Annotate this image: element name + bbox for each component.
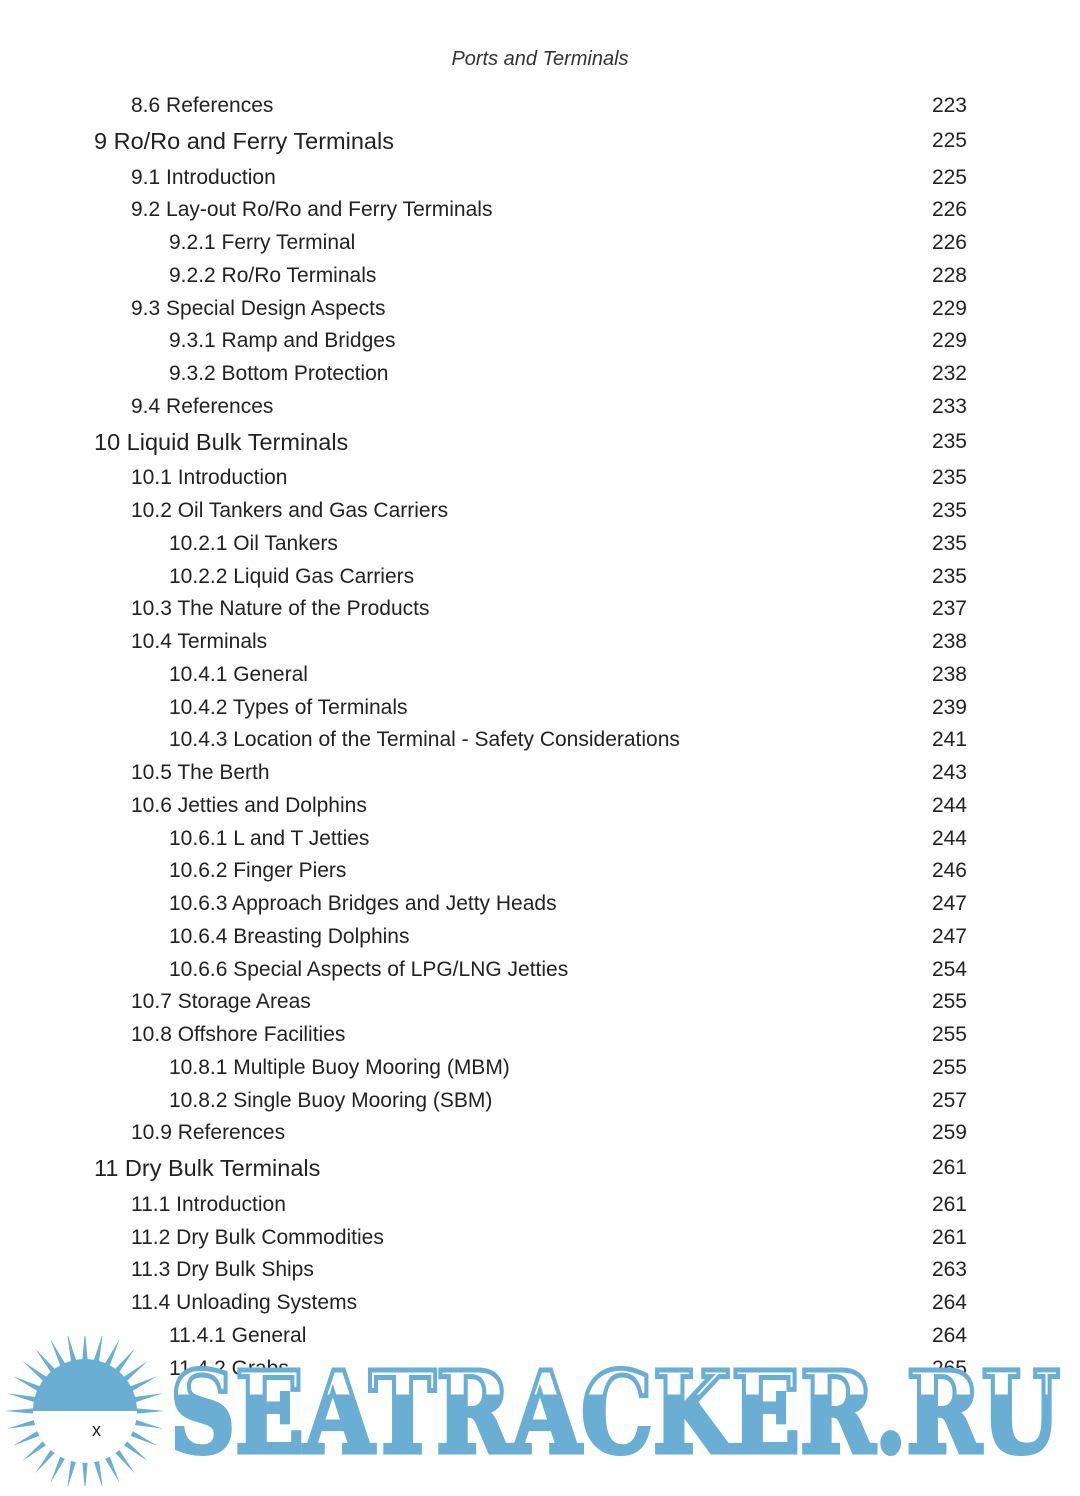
watermark-logo bbox=[170, 1352, 1070, 1472]
toc-entry-title[interactable]: 10.5 The Berth bbox=[131, 761, 270, 784]
toc-page-number[interactable]: 238 bbox=[931, 630, 967, 653]
toc-entry-title[interactable]: 10.6 Jetties and Dolphins bbox=[131, 794, 367, 817]
toc-entry-title[interactable]: 10.6.3 Approach Bridges and Jetty Heads bbox=[169, 892, 557, 915]
toc-page-number[interactable]: 228 bbox=[931, 264, 967, 287]
toc-entry-title[interactable]: 10.6.4 Breasting Dolphins bbox=[169, 925, 410, 948]
toc-entry-title[interactable]: 9.2.2 Ro/Ro Terminals bbox=[169, 264, 377, 287]
toc-entry-title[interactable]: 10.4.1 General bbox=[169, 663, 308, 686]
toc-entry-title[interactable]: 8.6 References bbox=[131, 94, 274, 117]
toc-page-number[interactable]: 243 bbox=[931, 761, 967, 784]
toc-entry-title[interactable]: 9.2 Lay-out Ro/Ro and Ferry Terminals bbox=[131, 198, 493, 221]
toc-page-number[interactable]: 261 bbox=[931, 1156, 967, 1179]
watermark-text: SEATRACKER.RU bbox=[170, 1352, 1060, 1472]
toc-page-number[interactable]: 226 bbox=[931, 231, 967, 254]
toc-page-number[interactable]: 254 bbox=[931, 958, 967, 981]
toc-page-number[interactable]: 261 bbox=[931, 1193, 967, 1216]
toc-entry-title[interactable]: 10.6.1 L and T Jetties bbox=[169, 827, 370, 850]
toc-entry-title[interactable]: 11.4 Unloading Systems bbox=[131, 1291, 358, 1314]
toc-page-number[interactable]: 235 bbox=[931, 532, 967, 555]
toc-entry-title[interactable]: 10.4.3 Location of the Terminal - Safety Considerations bbox=[169, 728, 680, 751]
toc-page-number[interactable]: 225 bbox=[931, 166, 967, 189]
toc-page-number[interactable]: 229 bbox=[931, 329, 967, 352]
toc-entry-title[interactable]: 11.3 Dry Bulk Ships bbox=[131, 1258, 314, 1281]
toc-page-number[interactable]: 259 bbox=[931, 1121, 967, 1144]
toc-entry-title[interactable]: 11.1 Introduction bbox=[131, 1193, 286, 1216]
toc-entry-title[interactable]: 10.2 Oil Tankers and Gas Carriers bbox=[131, 499, 449, 522]
toc-entry-title[interactable]: 10.2.2 Liquid Gas Carriers bbox=[169, 565, 415, 588]
toc-page-number[interactable]: 226 bbox=[931, 198, 967, 221]
toc-page-number[interactable]: 247 bbox=[931, 925, 967, 948]
running-header: Ports and Terminals bbox=[451, 48, 629, 70]
toc-page-number[interactable]: 265 bbox=[931, 1357, 967, 1380]
toc-entry-title[interactable]: 10.8.2 Single Buoy Mooring (SBM) bbox=[169, 1089, 493, 1112]
toc-page-number[interactable]: 235 bbox=[931, 499, 967, 522]
toc-page-number[interactable]: 233 bbox=[931, 395, 967, 418]
toc-entry-title[interactable]: 11.4.2 Grabs bbox=[169, 1357, 289, 1380]
toc-page-number[interactable]: 263 bbox=[931, 1258, 967, 1281]
toc-page-number[interactable]: 246 bbox=[931, 859, 967, 882]
sun-ray bbox=[5, 1408, 37, 1414]
toc-page-number[interactable]: 225 bbox=[931, 129, 967, 152]
toc-entry-title[interactable]: 10.4 Terminals bbox=[131, 630, 268, 653]
sun-ray bbox=[133, 1408, 165, 1414]
toc-page-number[interactable]: 235 bbox=[931, 466, 967, 489]
toc-entry-title[interactable]: 10.6.6 Special Aspects of LPG/LNG Jetties bbox=[169, 958, 569, 981]
toc-page-number[interactable]: 264 bbox=[931, 1291, 967, 1314]
toc-entry-title[interactable]: 9.3 Special Design Aspects bbox=[131, 297, 386, 320]
toc-entry-title[interactable]: 9.4 References bbox=[131, 395, 274, 418]
toc-entry-title[interactable]: 9.3.2 Bottom Protection bbox=[169, 362, 389, 385]
toc-entry-title[interactable]: 11.4.1 General bbox=[169, 1324, 307, 1347]
toc-entry-title[interactable]: 9.3.1 Ramp and Bridges bbox=[169, 329, 396, 352]
toc-page-number[interactable]: 244 bbox=[931, 794, 967, 817]
toc-page-number[interactable]: 255 bbox=[931, 1056, 967, 1079]
toc-entry-title[interactable]: 10.2.1 Oil Tankers bbox=[169, 532, 338, 555]
sunburst-logo-icon bbox=[0, 1336, 170, 1486]
toc-page-number[interactable]: 255 bbox=[931, 1023, 967, 1046]
toc-entry-title[interactable]: 9.2.1 Ferry Terminal bbox=[169, 231, 356, 254]
toc-page-number[interactable]: 232 bbox=[931, 362, 967, 385]
toc-page-number[interactable]: 257 bbox=[931, 1089, 967, 1112]
toc-entry-title[interactable]: 11.2 Dry Bulk Commodities bbox=[131, 1226, 384, 1249]
toc-page-number[interactable]: 239 bbox=[931, 696, 967, 719]
toc-page-number[interactable]: 229 bbox=[931, 297, 967, 320]
toc-page-number[interactable]: 238 bbox=[931, 663, 967, 686]
toc-page-number[interactable]: 244 bbox=[931, 827, 967, 850]
toc-entry-title[interactable]: 10.1 Introduction bbox=[131, 466, 288, 489]
toc-page-number[interactable]: 247 bbox=[931, 892, 967, 915]
toc-chapter-title[interactable]: 9 Ro/Ro and Ferry Terminals bbox=[94, 128, 394, 154]
page-number: x bbox=[92, 1420, 101, 1440]
toc-entry-title[interactable]: 10.8.1 Multiple Buoy Mooring (MBM) bbox=[169, 1056, 510, 1079]
toc-page-number[interactable]: 223 bbox=[931, 94, 967, 117]
toc-entry-title[interactable]: 9.1 Introduction bbox=[131, 166, 276, 189]
toc-page-number[interactable]: 237 bbox=[931, 597, 967, 620]
toc-entry-title[interactable]: 10.8 Offshore Facilities bbox=[131, 1023, 346, 1046]
toc-entry-title[interactable]: 10.3 The Nature of the Products bbox=[131, 597, 430, 620]
toc-chapter-title[interactable]: 11 Dry Bulk Terminals bbox=[94, 1155, 321, 1181]
toc-entry-title[interactable]: 10.7 Storage Areas bbox=[131, 990, 311, 1013]
toc-page-number[interactable]: 255 bbox=[931, 990, 967, 1013]
toc-entry-title[interactable]: 10.6.2 Finger Piers bbox=[169, 859, 347, 882]
toc-page-number[interactable]: 264 bbox=[931, 1324, 967, 1347]
toc-page-number[interactable]: 235 bbox=[931, 565, 967, 588]
toc-page-number[interactable]: 261 bbox=[931, 1226, 967, 1249]
toc-page-number[interactable]: 241 bbox=[931, 728, 967, 751]
toc-entry-title[interactable]: 10.4.2 Types of Terminals bbox=[169, 696, 408, 719]
toc-page-number[interactable]: 235 bbox=[931, 430, 967, 453]
toc-chapter-title[interactable]: 10 Liquid Bulk Terminals bbox=[94, 429, 349, 455]
toc-entry-title[interactable]: 10.9 References bbox=[131, 1121, 286, 1144]
